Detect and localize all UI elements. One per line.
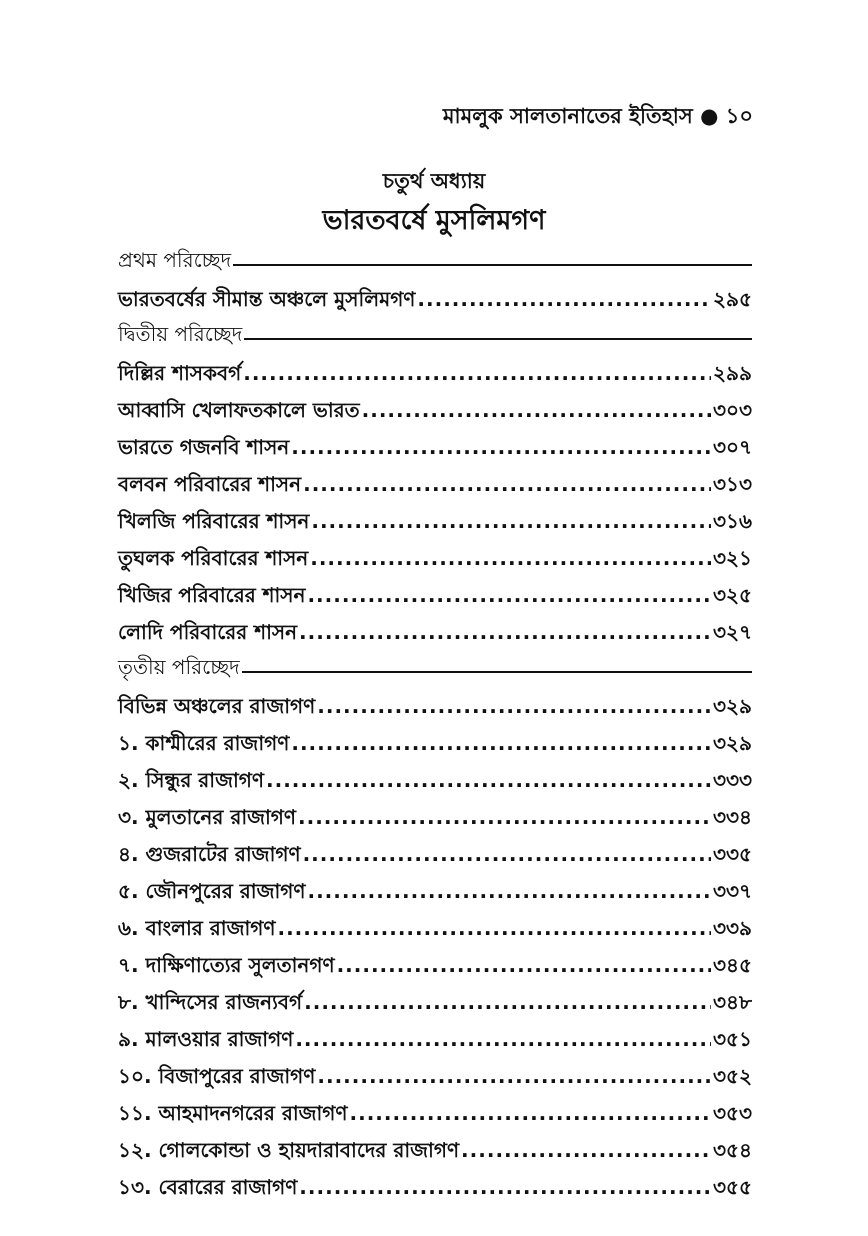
toc-entry[interactable] [118, 910, 752, 947]
toc-entry-page: ৩১৬ [713, 509, 752, 533]
toc-entry-page: ৩৩৯ [713, 916, 752, 940]
dot-leader [266, 762, 711, 799]
toc-entry[interactable] [118, 540, 752, 577]
toc-entry-page: ৩৫৫ [713, 1175, 752, 1199]
toc-entry-title: ১১. আহমাদনগরের রাজাগণ [118, 1101, 348, 1125]
toc-entry-title: ভারতবর্ষের সীমান্ত অঞ্চলে মুসলিমগণ [118, 287, 416, 311]
toc-entry-title: দিল্লির শাসকবর্গ [118, 361, 242, 385]
toc-entry-title: ১০. বিজাপুরের রাজাগণ [118, 1064, 316, 1088]
dot-leader [243, 355, 711, 392]
dot-leader [307, 873, 711, 910]
toc-entry[interactable] [118, 1021, 752, 1058]
toc-entry-title: ৮. খান্দিসের রাজন্যবর্গ [118, 990, 303, 1014]
toc-entry[interactable] [118, 429, 752, 466]
section-rule [233, 264, 752, 266]
toc-entry-page: ২৯৯ [713, 361, 752, 385]
toc-entry[interactable] [118, 762, 752, 799]
toc-entry-page: ৩৪৮ [713, 990, 752, 1014]
dot-leader [299, 1169, 711, 1206]
dot-leader [304, 984, 711, 1021]
toc-entry-title: খিজির পরিবারের শাসন [118, 583, 306, 607]
toc-entry[interactable] [118, 503, 752, 540]
toc-entry-title: বলবন পরিবারের শাসন [118, 472, 302, 496]
toc-entry-page: ৩০৭ [712, 435, 752, 459]
toc-entry-title: ৪. গুজরাটের রাজাগণ [118, 842, 301, 866]
toc-entry-title: ১. কাশ্মীরের রাজাগণ [118, 731, 290, 755]
dot-leader [291, 725, 711, 762]
section-rule [244, 338, 752, 340]
toc-entry-title: লোদি পরিবারের শাসন [118, 620, 298, 644]
toc-entry-title: ৫. জৌনপুরের রাজাগণ [118, 879, 306, 903]
toc-entry[interactable] [118, 873, 752, 910]
toc-entry-title: তুঘলক পরিবারের শাসন [118, 546, 309, 570]
toc-entry[interactable] [118, 355, 752, 392]
dot-leader [417, 281, 711, 318]
dot-leader [291, 429, 711, 466]
toc-entry-title: ১২. গোলকোন্ডা ও হায়দারাবাদের রাজাগণ [118, 1138, 460, 1162]
toc-entry-page: ৩৩৪ [713, 805, 752, 829]
section-heading-text: প্রথম পরিচ্ছেদ [118, 248, 232, 272]
toc-entry-title: ৩. মুলতানের রাজাগণ [118, 805, 297, 829]
toc-entry-page: ২৯৫ [713, 287, 752, 311]
dot-leader [295, 1021, 711, 1058]
toc-entry-title: ২. সিন্ধুর রাজাগণ [118, 768, 264, 792]
dot-leader [317, 688, 711, 725]
section-heading [118, 651, 752, 688]
toc-entry-page: ৩৪৫ [713, 953, 752, 977]
toc-entry-page: ৩২৭ [712, 620, 752, 644]
dot-leader [311, 503, 711, 540]
toc-entry-title: বিভিন্ন অঞ্চলের রাজাগণ [118, 694, 316, 718]
toc-entry[interactable] [118, 1132, 752, 1169]
dot-leader [317, 1058, 711, 1095]
chapter-title: ভারতবর্ষে মুসলিমগণ [322, 205, 546, 236]
section-heading [118, 244, 752, 281]
toc-entry-page: ৩৫৩ [713, 1101, 752, 1125]
dot-leader [303, 466, 711, 503]
dot-leader [337, 947, 711, 984]
toc-entry-page: ৩০৩ [712, 398, 752, 422]
dot-leader [303, 836, 711, 873]
dot-leader [277, 910, 711, 947]
toc-entry[interactable] [118, 466, 752, 503]
toc-entry[interactable] [118, 799, 752, 836]
toc-entry-title: ভারতে গজনবি শাসন [118, 435, 290, 459]
dot-leader [461, 1132, 711, 1169]
dot-leader [299, 614, 711, 651]
toc-entry-title: ৭. দাক্ষিণাত্যের সুলতানগণ [118, 953, 335, 977]
toc-entry[interactable] [118, 614, 752, 651]
toc-entry-page: ৩৫১ [713, 1027, 752, 1051]
toc-entry-title: আব্বাসি খেলাফতকালে ভারত [118, 398, 360, 422]
toc-entry-page: ৩২৯ [713, 731, 752, 755]
table-of-contents [118, 244, 752, 1206]
toc-entry-page: ৩৩৭ [712, 879, 752, 903]
dot-leader [298, 799, 711, 836]
toc-entry[interactable] [118, 836, 752, 873]
section-heading-text: তৃতীয় পরিচ্ছেদ [118, 655, 240, 679]
toc-entry-page: ৩১৩ [713, 472, 752, 496]
dot-leader [350, 1095, 711, 1132]
toc-entry-title: ৬. বাংলার রাজাগণ [118, 916, 276, 940]
toc-entry-page: ৩৫৪ [713, 1138, 752, 1162]
toc-entry[interactable] [118, 688, 752, 725]
toc-entry[interactable] [118, 984, 752, 1021]
toc-entry-page: ৩২৫ [713, 583, 752, 607]
toc-entry-page: ৩২১ [713, 546, 752, 570]
running-head: মামলুক সালতানাতের ইতিহাস ● ১০ [442, 104, 753, 128]
toc-entry-page: ৩২৯ [713, 694, 752, 718]
toc-entry[interactable] [118, 725, 752, 762]
toc-entry-title: ৯. মালওয়ার রাজাগণ [118, 1027, 294, 1051]
toc-entry-page: ৩৩৩ [712, 768, 752, 792]
toc-entry[interactable] [118, 1169, 752, 1206]
section-heading [118, 318, 752, 355]
toc-entry[interactable] [118, 392, 752, 429]
toc-entry[interactable] [118, 1095, 752, 1132]
toc-entry[interactable] [118, 281, 752, 318]
chapter-label: চতুর্থ অধ্যায় [382, 169, 486, 193]
toc-entry-title: ১৩. বেরারের রাজাগণ [118, 1175, 298, 1199]
toc-entry-page: ৩৫২ [713, 1064, 752, 1088]
section-heading-text: দ্বিতীয় পরিচ্ছেদ [118, 322, 243, 346]
dot-leader [310, 540, 711, 577]
toc-entry-page: ৩৩৫ [713, 842, 752, 866]
toc-entry-title: খিলজি পরিবারের শাসন [118, 509, 310, 533]
dot-leader [307, 577, 711, 614]
toc-entry[interactable] [118, 947, 752, 984]
toc-entry[interactable] [118, 577, 752, 614]
toc-entry[interactable] [118, 1058, 752, 1095]
section-rule [242, 671, 752, 673]
dot-leader [362, 392, 711, 429]
